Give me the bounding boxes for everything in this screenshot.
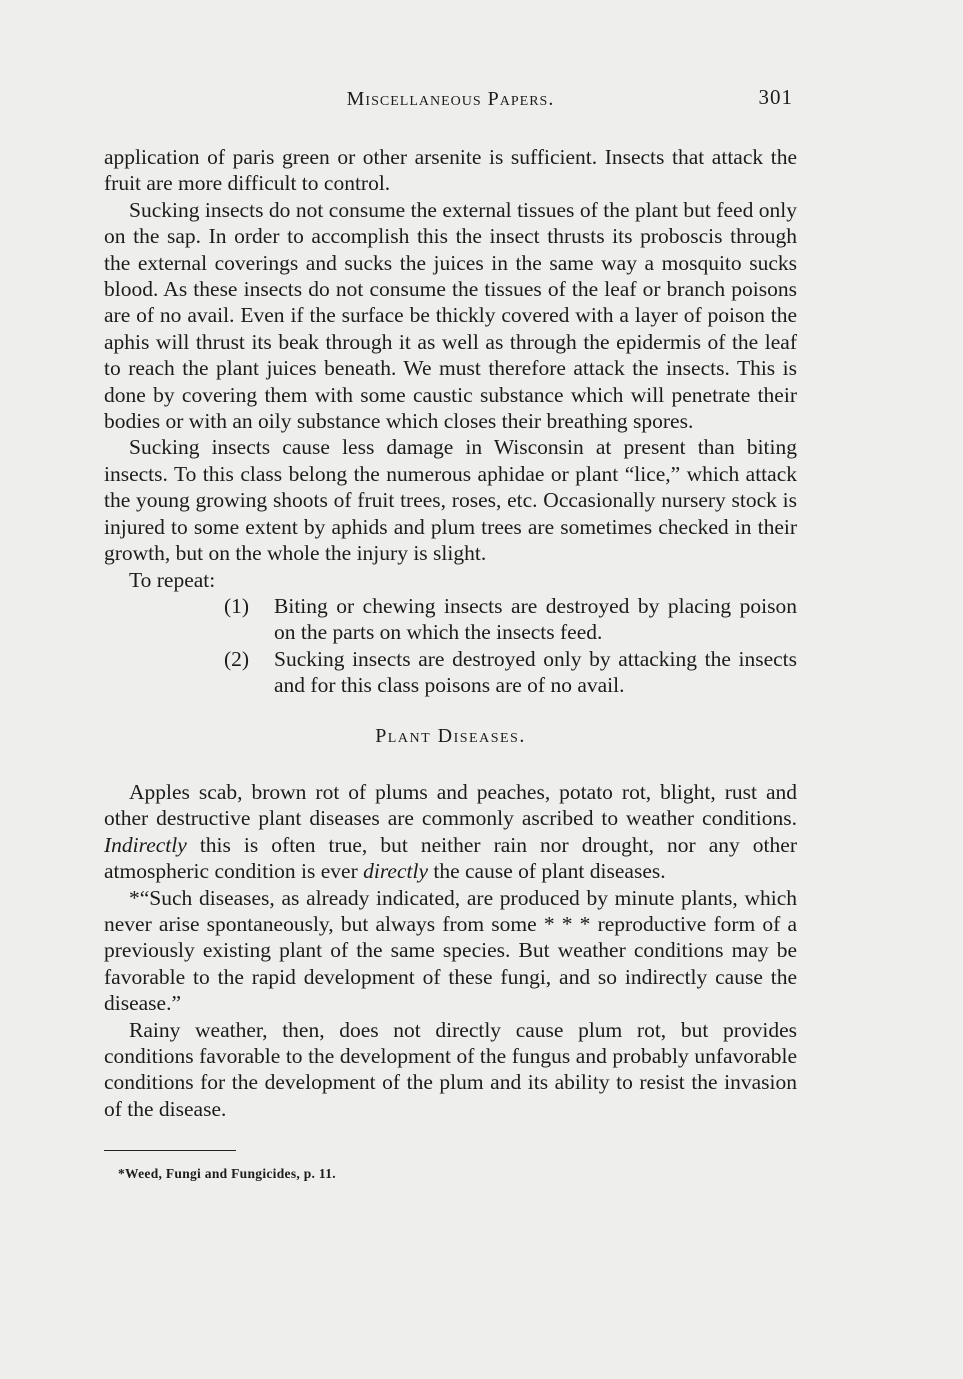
paragraph-disease-causes: [104, 779, 797, 885]
paragraph-sucking-insects: Sucking insects do not consume the external tissues of the plant but feed only on the sap. In order to accomplish this the insect thrusts its proboscis through the external coverings and sucks the juices in the same way a mosquito sucks blood. As these insects do not consume the tissues of the leaf or branch poisons are of no avail. Even if the surface be thickly covered with a layer of poison the aphis will thrust its beak through it as well as through the epidermis of the leaf to reach the plant juices beneath. We must therefore attack the insects. This is done by covering them with some caustic substance which will penetrate their bodies or with an oily substance which closes their breathing spores.: [104, 197, 797, 434]
repeat-list: [104, 593, 797, 699]
footnote-rule: [104, 1150, 236, 1151]
footnote: *Weed, Fungi and Fungicides, p. 11.: [118, 1166, 336, 1182]
list-item: [104, 646, 797, 699]
paragraph-arsenite: application of paris green or other arsenite is sufficient. Insects that attack the fruit are more difficult to control.: [104, 145, 797, 196]
paragraph-to-repeat: To repeat:: [129, 567, 216, 592]
book-page: [104, 86, 797, 1188]
list-item-text: Sucking insects are destroyed only by attacking the insects and for this class poisons are of no avail.: [274, 646, 797, 698]
page-number: 301: [758, 85, 793, 109]
paragraph-quote: *“Such diseases, as already indicated, are produced by minute plants, which never arise spontaneously, but always from some * * * reproductive form of a previously existing plant of the same species. But weather conditions may be favorable to the rapid development of these fungi, and so indirectly cause the disease.”: [104, 885, 797, 1016]
text-run: this is often true, but neither rain nor drought, nor any other atmospheric condition is ever: [104, 832, 797, 884]
running-head-title: Miscellaneous Papers.: [346, 88, 555, 110]
running-head: [104, 86, 797, 116]
text-run: Apples scab, brown rot of plums and peaches, potato rot, blight, rust and other destructive plant diseases are commonly ascribed to weather conditions.: [104, 779, 797, 831]
italic-directly: directly: [363, 859, 428, 884]
italic-indirectly: Indirectly: [104, 832, 187, 857]
list-item-number: (2): [224, 646, 250, 671]
text-run: the cause of plant diseases.: [428, 859, 666, 884]
section-heading: Plant Diseases.: [375, 724, 526, 747]
list-item-text: Biting or chewing insects are destroyed by placing poison on the parts on which the insects feed.: [274, 593, 797, 645]
list-item-number: (1): [224, 593, 250, 618]
list-item: [104, 593, 797, 646]
paragraph-rainy-weather: Rainy weather, then, does not directly cause plum rot, but provides conditions favorable to the development of the fungus and probably unfavorable conditions for the development of the plum and its ability to resist the invasion of the disease.: [104, 1017, 797, 1121]
paragraph-wisconsin-damage: Sucking insects cause less damage in Wisconsin at present than biting insects. To this class belong the numerous aphidae or plant “lice,” which attack the young growing shoots of fruit trees, roses, etc. Occasionally nursery stock is injured to some extent by aphids and plum trees are sometimes checked in their growth, but on the whole the injury is slight.: [104, 435, 797, 566]
